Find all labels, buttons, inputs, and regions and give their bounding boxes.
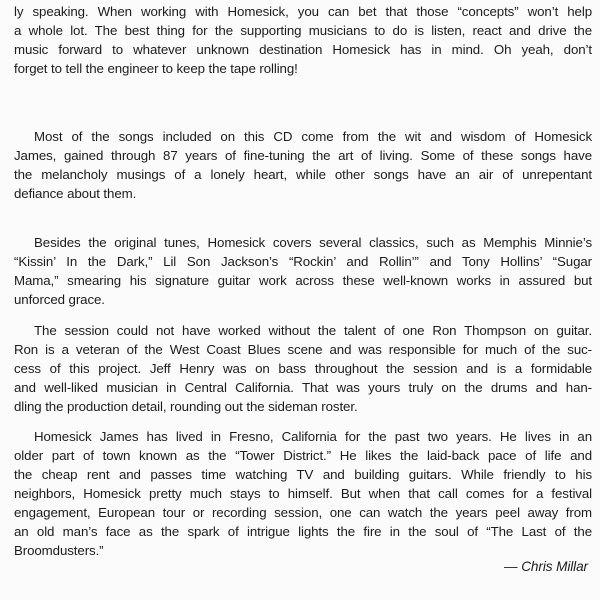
text-line: cess of this project. Jeff Henry was on bass throughout the session and is a formidable [14,361,592,376]
text-line: Besides the original tunes, Homesick covers several classics, such as Memphis Minnie’s [34,235,592,250]
text-line: engagement, European tour or recording session, one can watch the years peel away from [14,505,592,520]
text-line: music forward to whatever unknown destination Homesick has in mind. Oh yeah, don’t [14,42,592,57]
text-line: neighbors, Homesick pretty much stays to himself. But when that call comes for a festival [14,486,592,501]
text-line: Broomdusters.” [14,543,104,558]
text-line: The session could not have worked without the talent of one Ron Thompson on guitar. [34,323,592,338]
text-line: “Kissin’ In the Dark,” Lil Son Jackson’s “Rockin’ and Rollin’” and Tony Hollins’ “Sugar [14,254,592,269]
text-line: dling the production detail, rounding out the sideman roster. [14,399,358,414]
text-line: forget to tell the engineer to keep the tape rolling! [14,61,298,76]
text-line: the melancholy musings of a lonely heart, while other songs have an air of unrepentant [14,167,592,182]
text-line: unforced grace. [14,292,105,307]
text-line: Ron is a veteran of the West Coast Blues scene and was responsible for much of the suc- [14,342,592,357]
paragraph-5 [14,427,592,560]
text-line: Most of the songs included on this CD come from the wit and wisdom of Homesick [34,129,592,144]
text-line: ly speaking. When working with Homesick, you can bet that those “concepts” won’t help [14,4,592,19]
text-line: defiance about them. [14,186,137,201]
text-line: the cheap rent and passes time watching TV and building guitars. While friendly to his [14,467,592,482]
text-line: James, gained through 87 years of fine-tuning the art of living. Some of these songs have [14,148,592,163]
text-line: older part of town known as the “Tower District.” He likes the laid-back pace of life and [14,448,592,463]
paragraph-4 [14,321,592,416]
author-signature: — Chris Millar [504,559,588,574]
text-line: an old man’s face as the spark of intrigue lights the fire in the soul of “The Last of the [14,524,592,539]
text-line: a whole lot. The best thing for the supporting musicians to do is listen, react and drive the [14,23,592,38]
paragraph-3 [14,233,592,309]
paragraph-2 [14,127,592,203]
text-line: and well-liked musician in Central California. That was yours truly on the drums and han- [14,380,592,395]
text-line: Homesick James has lived in Fresno, California for the past two years. He lives in an [34,429,592,444]
paragraph-1 [14,2,592,78]
text-line: Mama,” smearing his signature guitar work across these well-known works in assured but [14,273,592,288]
